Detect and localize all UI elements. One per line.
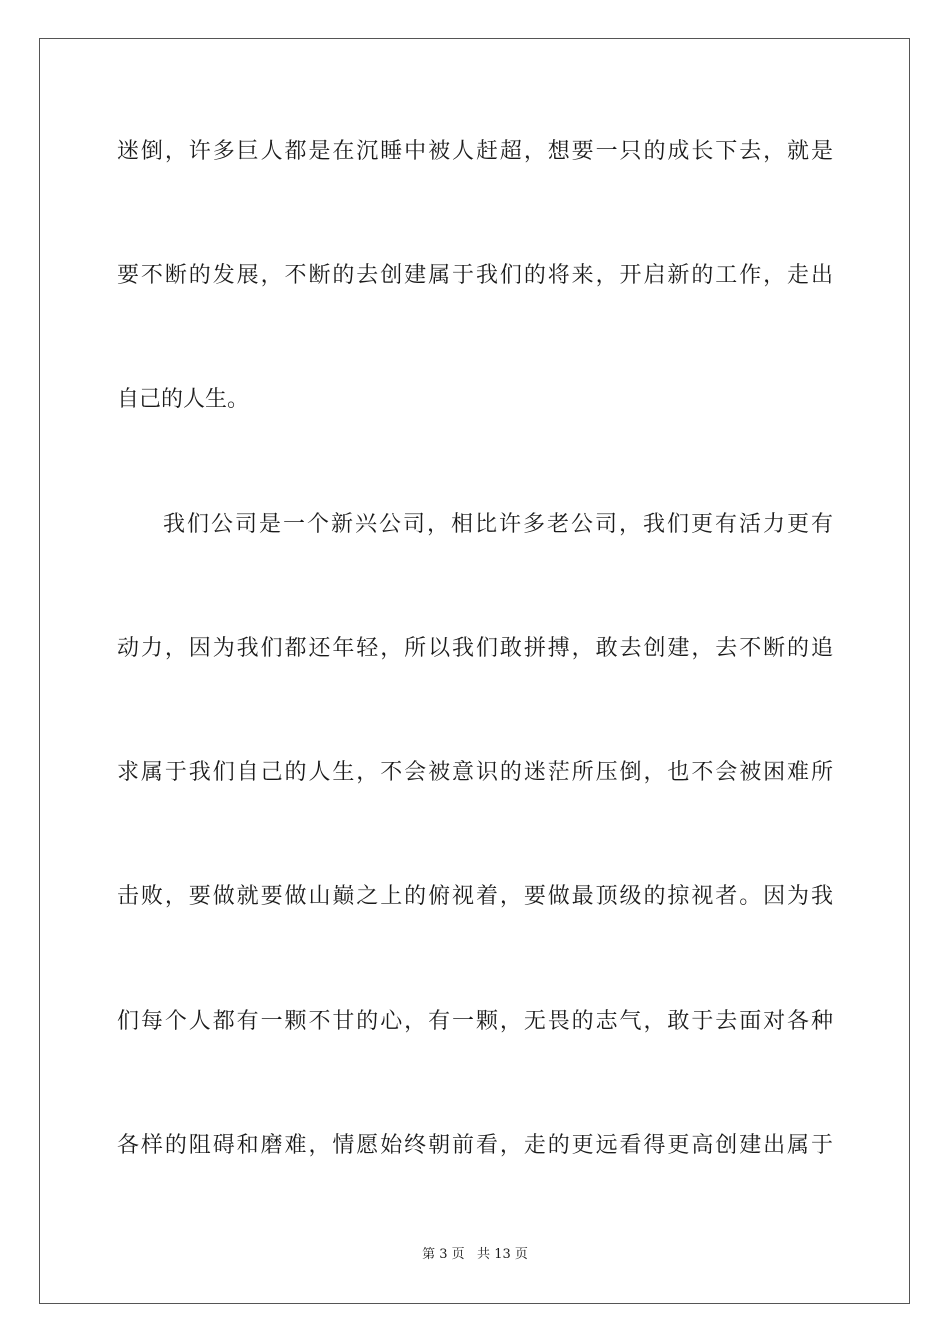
text-line-9: 各样的阻碍和磨难，情愿始终朝前看，走的更远看得更高创建出属于 — [117, 1133, 833, 1158]
text-line-3: 自己的人生。 — [117, 387, 250, 412]
text-line-5: 动力，因为我们都还年轻，所以我们敢拼搏，敢去创建，去不断的追 — [117, 636, 833, 661]
page-number-footer: 第 3 页 共 13 页 — [422, 1247, 528, 1262]
text-line-7: 击败，要做就要做山巅之上的俯视着，要做最顶级的掠视者。因为我 — [117, 884, 833, 909]
text-line-1: 迷倒，许多巨人都是在沉睡中被人赶超，想要一只的成长下去，就是 — [117, 139, 833, 164]
text-line-6: 求属于我们自己的人生，不会被意识的迷茫所压倒，也不会被困难所 — [117, 760, 833, 785]
text-line-2: 要不断的发展，不断的去创建属于我们的将来，开启新的工作，走出 — [117, 263, 833, 288]
text-line-4: 我们公司是一个新兴公司，相比许多老公司，我们更有活力更有 — [163, 512, 833, 537]
text-line-8: 们每个人都有一颗不甘的心，有一颗，无畏的志气，敢于去面对各种 — [117, 1009, 833, 1034]
page-frame — [39, 38, 910, 1304]
